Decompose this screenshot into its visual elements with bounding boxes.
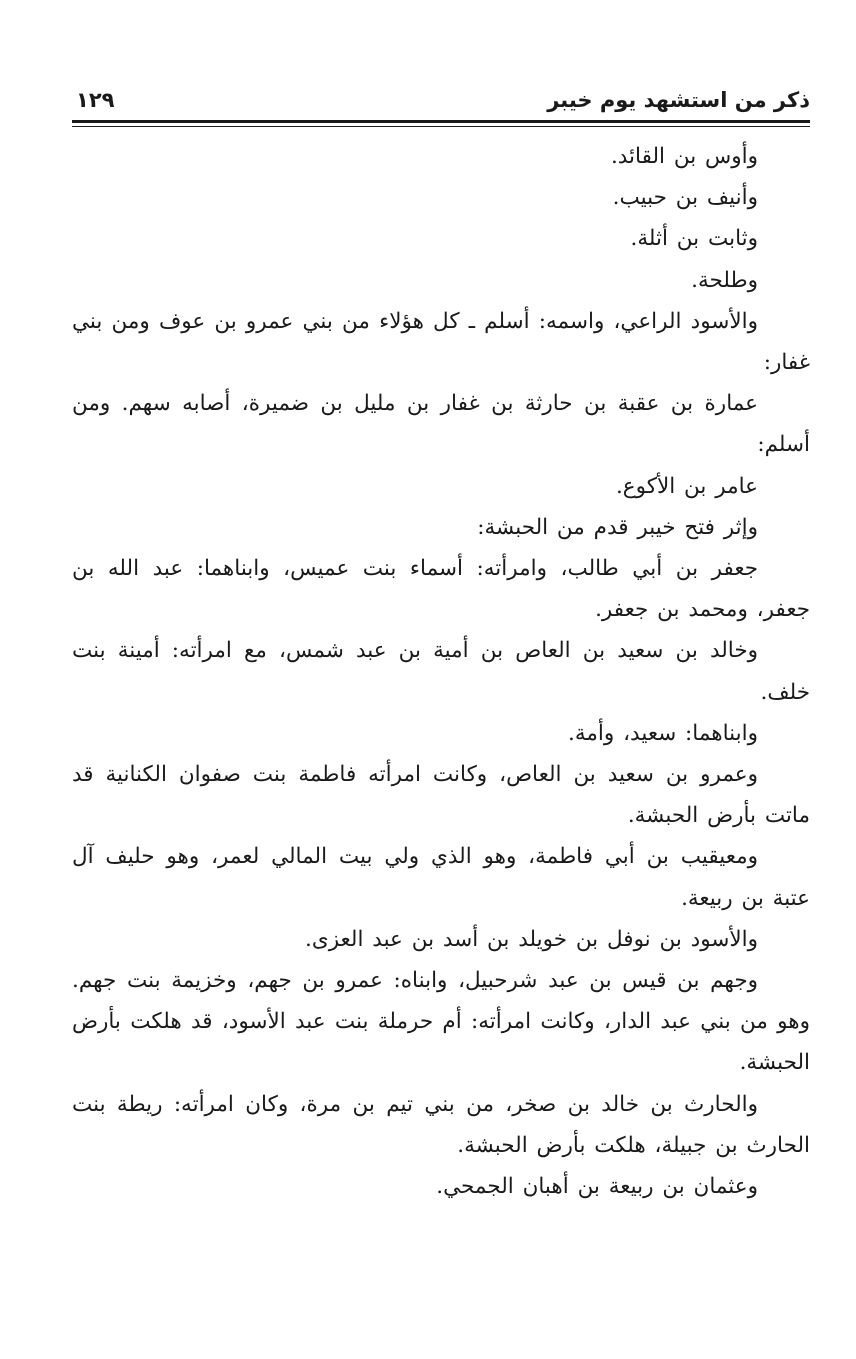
header-rule-thin [72, 126, 810, 127]
paragraph: وطلحة. [691, 267, 758, 293]
running-header [72, 86, 810, 116]
paragraph: وعثمان بن ربيعة بن أهبان الجمحي. [436, 1174, 758, 1200]
paragraph: وإثر فتح خيبر قدم من الحبشة: [477, 514, 758, 540]
paragraph: عامر بن الأكوع. [615, 473, 758, 499]
body-text [72, 136, 810, 1207]
paragraph: جعفر بن أبي طالب، وامرأته: أسماء بنت عميس، وابناهما: عبد الله بن جعفر، ومحمد بن جعفر. [72, 556, 810, 623]
paragraph: وأوس بن القائد. [610, 144, 758, 169]
paragraph: وعمرو بن سعيد بن العاص، وكانت امرأته فاطمة بنت صفوان الكنانية قد ماتت بأرض الحبشة. [72, 762, 810, 829]
paragraph: عمارة بن عقبة بن حارثة بن غفار بن مليل بن ضميرة، أصابه سهم. ومن أسلم: [72, 391, 810, 458]
paragraph: وجهم بن قيس بن عبد شرحبيل، وابناه: عمرو بن جهم، وخزيمة بنت جهم. وهو من بني عبد الدار، وكانت امرأته: أم حرملة بنت عبد الأسود، قد هلكت بأرض الحبشة. [72, 968, 810, 1076]
paragraph: والحارث بن خالد بن صخر، من بني تيم بن مرة، وكان امرأته: ريطة بنت الحارث بن جبيلة، هلكت بأرض الحبشة. [72, 1091, 810, 1158]
paragraph: وثابت بن أثلة. [630, 226, 758, 252]
paragraph: وابناهما: سعيد، وأمة. [568, 720, 758, 746]
header-rule-thick [72, 120, 810, 123]
paragraph: والأسود الراعي، واسمه: أسلم ـ كل هؤلاء من بني عمرو بن عوف ومن بني غفار: [72, 308, 810, 376]
paragraph: والأسود بن نوفل بن خويلد بن أسد بن عبد العزى. [305, 926, 758, 952]
paragraph: وخالد بن سعيد بن العاص بن أمية بن عبد شمس، مع امرأته: أمينة بنت خلف. [72, 638, 810, 705]
running-header-title: ذكر من استشهد يوم خيبر [547, 88, 810, 112]
paragraph: ومعيقيب بن أبي فاطمة، وهو الذي ولي بيت المالي لعمر، وهو حليف آل عتبة بن ربيعة. [72, 844, 810, 911]
page-number: ١٢٩ [76, 88, 115, 112]
paragraph: وأنيف بن حبيب. [612, 185, 758, 211]
